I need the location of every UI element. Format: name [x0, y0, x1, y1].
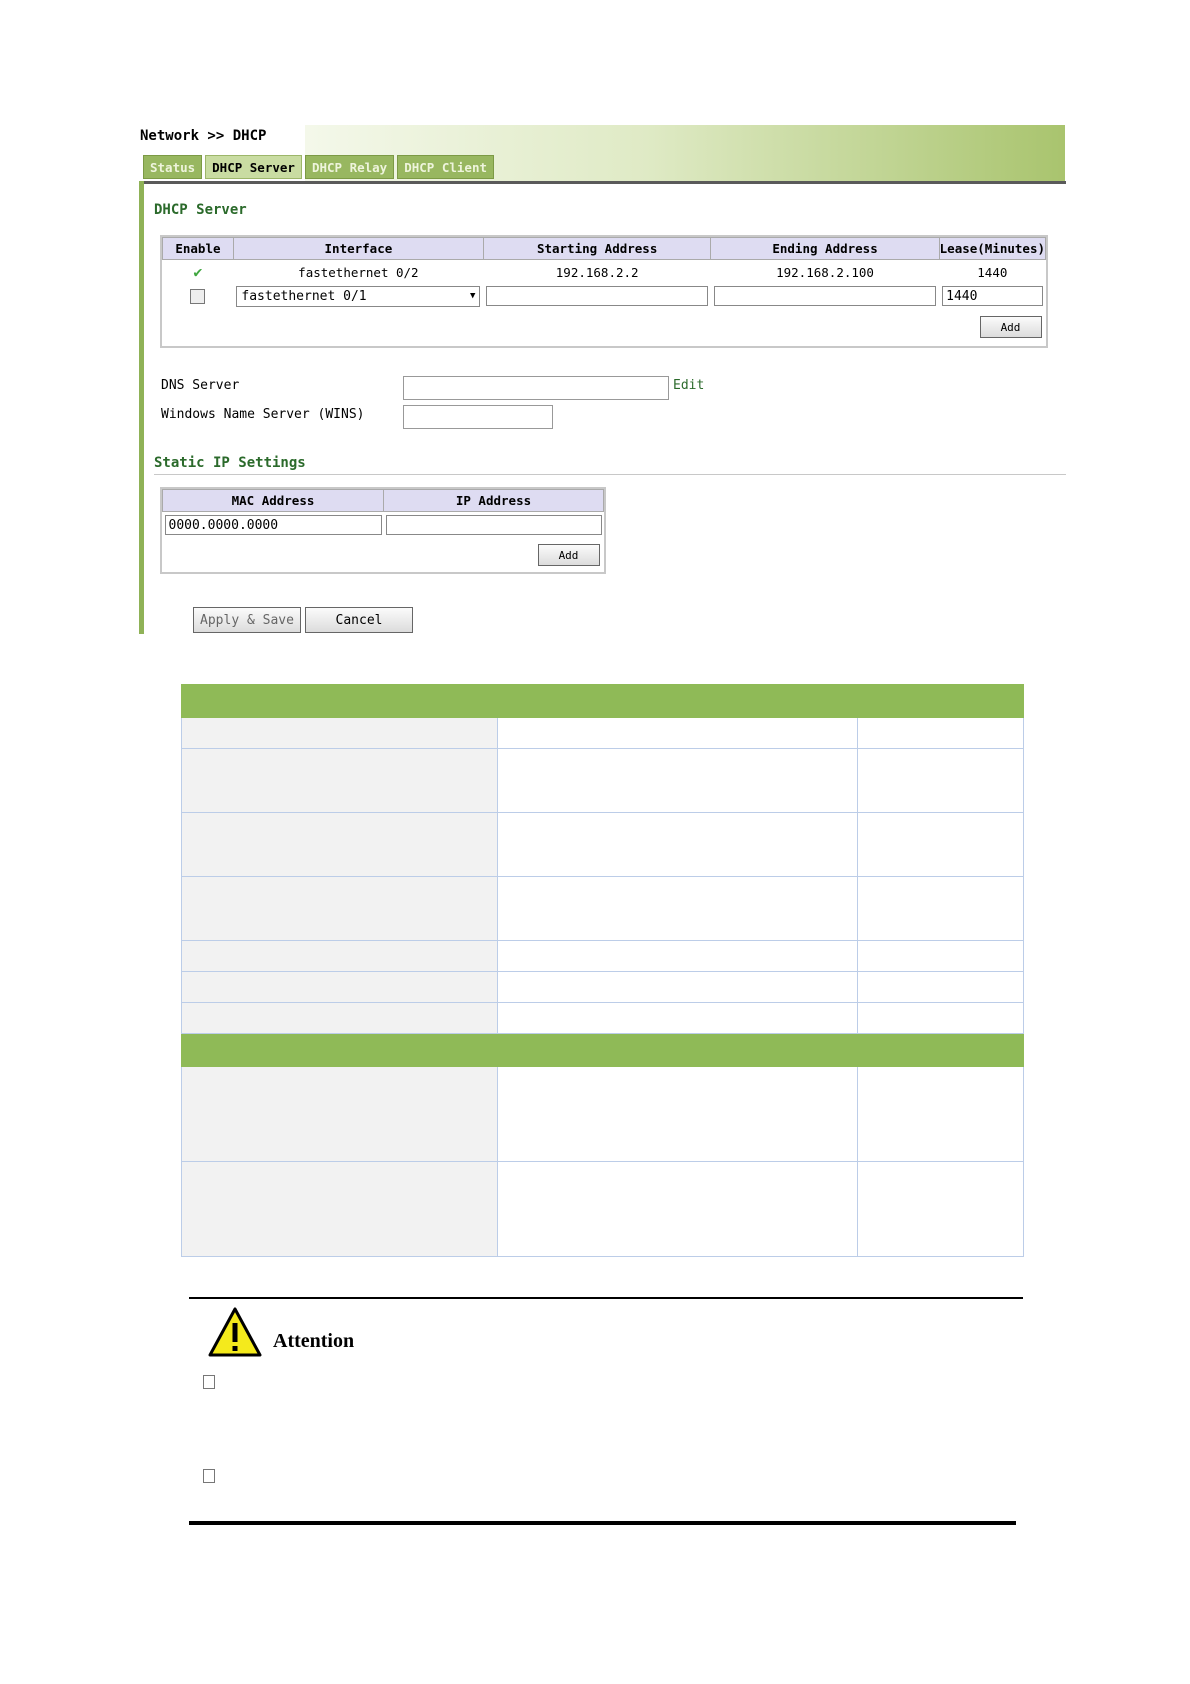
dns-edit-link[interactable]: Edit [673, 378, 705, 393]
column-header-interface: Interface [233, 238, 483, 260]
column-header-ending-address: Ending Address [711, 238, 939, 260]
table-row [182, 877, 1024, 941]
dns-server-input[interactable] [403, 376, 669, 400]
bullet-icon [203, 1469, 215, 1483]
tab-dhcp-relay[interactable]: DHCP Relay [305, 155, 394, 179]
table-row [182, 1162, 1024, 1257]
tab-dhcp-client[interactable]: DHCP Client [397, 155, 494, 179]
column-header-starting-address: Starting Address [483, 238, 711, 260]
breadcrumb: Network >> DHCP [140, 128, 267, 144]
enable-checkbox[interactable] [190, 289, 205, 304]
warning-icon [207, 1306, 263, 1358]
column-header-ip-address: IP Address [384, 490, 604, 512]
parameter-table [181, 684, 1024, 1257]
attention-top-rule [189, 1297, 1023, 1299]
tab-bar [143, 155, 494, 181]
new-entry-row [163, 284, 1046, 308]
cancel-button[interactable]: Cancel [305, 607, 413, 633]
attention-title: Attention [273, 1330, 355, 1352]
table-row [182, 813, 1024, 877]
ending-address-input[interactable] [714, 286, 936, 306]
check-icon[interactable]: ✔ [193, 263, 203, 281]
wins-server-label: Windows Name Server (WINS) [161, 407, 365, 422]
ip-address-input[interactable] [386, 515, 602, 535]
dhcp-server-title: DHCP Server [154, 202, 247, 218]
chevron-down-icon: ▼ [469, 291, 476, 301]
tab-dhcp-server[interactable]: DHCP Server [205, 155, 302, 179]
static-ip-table [160, 487, 606, 574]
divider [154, 474, 1066, 475]
table-header-row [182, 685, 1024, 718]
add-dhcp-pool-button[interactable]: Add [980, 316, 1042, 338]
row-interface: fastethernet 0/2 [298, 264, 419, 280]
table-header-row [182, 1034, 1024, 1067]
row-starting-address: 192.168.2.2 [555, 264, 639, 280]
lease-input[interactable] [942, 286, 1042, 306]
content-frame-top [139, 181, 1066, 184]
table-row [182, 718, 1024, 749]
column-header-mac-address: MAC Address [163, 490, 384, 512]
table-row [182, 1067, 1024, 1162]
tab-status[interactable]: Status [143, 155, 202, 179]
apply-save-button[interactable]: Apply & Save [193, 607, 301, 633]
interface-select[interactable] [236, 286, 480, 307]
table-row [182, 1003, 1024, 1034]
add-static-ip-button[interactable]: Add [538, 544, 600, 566]
row-ending-address: 192.168.2.100 [776, 264, 874, 280]
attention-bottom-rule [189, 1521, 1016, 1525]
interface-select-value: fastethernet 0/1 [241, 288, 367, 304]
wins-server-input[interactable] [403, 405, 553, 429]
table-row [182, 749, 1024, 813]
column-header-enable: Enable [163, 238, 234, 260]
table-row [182, 972, 1024, 1003]
column-header-lease: Lease(Minutes) [939, 238, 1045, 260]
content-frame-left [139, 181, 144, 634]
table-row [182, 941, 1024, 972]
row-lease: 1440 [977, 264, 1008, 280]
static-ip-title: Static IP Settings [154, 455, 306, 471]
dns-server-label: DNS Server [161, 378, 240, 393]
starting-address-input[interactable] [486, 286, 708, 306]
table-row [163, 260, 1046, 285]
bullet-icon [203, 1375, 215, 1389]
dhcp-server-table [160, 235, 1048, 348]
mac-address-input[interactable] [165, 515, 382, 535]
